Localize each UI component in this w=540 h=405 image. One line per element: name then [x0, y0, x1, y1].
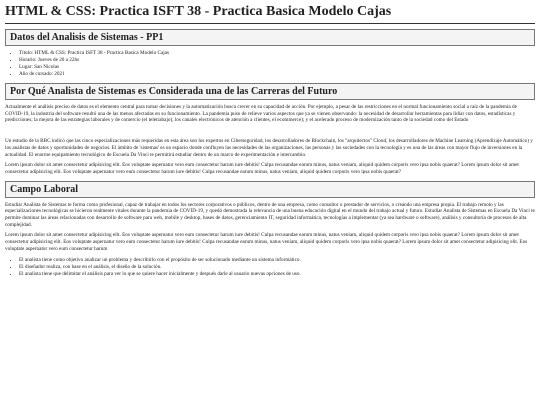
paragraph: Estudiar Analista de Sistemas te forma como profesional, capaz de trabajar en todos los sectores corporativos o públicos, dentro de una empresa, como consultor o prestador de servicios, o creando una empresa propia. El trabajo remoto y las especializaciones tecnológicas se hicieron realmente vitales durante la pandemia de COVID-19, y quedó demostrada la relevancia de una buena educación digital en el mundo del trabajo actual y futuro. Estudiar Analista de Sistemas en Escuela Da Vinci te permite dominar las áreas relacionadas con desarrollo de software para web, mobile y desktop, bases de datos, gerenciamiento IT, seguridad informática, tecnologías a implementar (ya sea hardware o software), análisis y consultoría de procesos de alta complejidad.: [5, 201, 535, 228]
porque-heading: Por Qué Analista de Sistemas es Considerada una de las Carreras del Futuro: [10, 86, 338, 97]
paragraph: Lorem ipsum dolor sit amet consectetur adipisicing elit. Eos voluptate aspernatur vero eum consectetur harum iure debitis! Culpa recusandae earum minus, natus veniam, aliquid quidem corporis vero ipsa nobis quaerat? Lorem ipsum dolor sit amet consectetur adipisicing elit. Eos voluptate aspernatur vero eum consectetur harum iure debitis! Culpa recusandae earum minus, natus veniam, aliquid quidem corporis vero ipsa nobis quaerat? Lorem ipsum dolor sit amet consectetur adipisicing elit. Eos voluptate aspernatur vero eum consectetur harum: [5, 232, 528, 252]
list-item: • El analista tiene que delimitar el análisis para ver lo que se quiere hacer inicialmente y después darle al usuario nuevas opciones de uso.: [19, 271, 535, 278]
campo-heading: Campo Laboral: [10, 183, 79, 195]
list-item: • Horario: Jueves de 20 a 22hs: [19, 57, 535, 64]
list-item: • Título: HTML & CSS: Practica ISFT 38 - Practica Basica Modelo Cajas: [19, 50, 535, 57]
porque-heading-box: [5, 83, 535, 100]
paragraph: Lorem ipsum dolor sit amet consectetur adipisicing elit. Eos voluptate aspernatur vero eum consectetur harum iure debitis! Culpa recusandae earum minus, natus veniam, aliquid quidem corporis vero ipsa nobis quaerat? Lorem ipsum dolor sit amet consectetur adipisicing elit. Eos voluptate aspernatur vero eum consectetur harum iure debitis! Culpa recusandae earum minus, natus veniam, aliquid quidem corporis vero ipsa nobis quaerat?: [5, 162, 519, 175]
datos-heading: Datos del Analisis de Sistemas - PP1: [10, 32, 164, 43]
list-item: • El analista tiene como objetivo analizar un problema y describirlo con el propósito de ser solucionado mediante un sistema informático.: [19, 257, 535, 264]
list-item: • El diseñador realiza, con base en el análisis, el diseño de la solución.: [19, 264, 535, 271]
list-item: • Lugar: San Nicolas: [19, 64, 535, 71]
datos-heading-box: [5, 29, 535, 46]
list-item: • Año de cursado: 2021: [19, 71, 535, 78]
datos-list: [5, 50, 535, 78]
campo-list: [5, 257, 535, 278]
paragraph: Actualmente el análisis preciso de datos es el elemento central para tomar decisiones y la automatización busca crecer en su capacidad de acción. Por ejemplo, a pesar de las restricciones en el normal funcionamiento social a raíz de la pandemia de COVID-19, la industria del software resultó una de las menos afectadas en su funcionamiento. La pandemia puso de relieve varios aspectos que ya se vienen observando: la necesidad de desarrollar herramientas para lidiar con datos, estadísticas y predicciones; la mejora de las estrategias laborales y de comercio (el teletrabajo), los canales electrónicos de atención a clientes, el ecommerce); y el acelerado proceso de modernización tanto de la sociedad como del Estado: [5, 104, 517, 124]
page-title: HTML & CSS: Practica ISFT 38 - Practica Basica Modelo Cajas: [5, 4, 535, 24]
campo-heading-box: [5, 181, 535, 198]
paragraph: Un estudio de la BBC indicó que las cinco especializaciones más requeridas en esta área son los expertos en Ciberseguridad, los desarrolladores de Blockchain, los "arquitectos" Cloud, los desarrolladores de Machine Learning (Aprendizaje Automático) y los analistas de datos y oportunidades de negocios. El ámbito de 'sistemas' es un espacio donde confluyen las necesidades de las organizaciones, las personas y las sociedades con la tecnología y es una de las áreas con mayor flujo de inversiones en la actualidad. El enorme equipamiento tecnológico de Escuela Da Vinci te permitirá estudiar dentro de un marco de experimentación e intercambio.: [5, 138, 533, 158]
